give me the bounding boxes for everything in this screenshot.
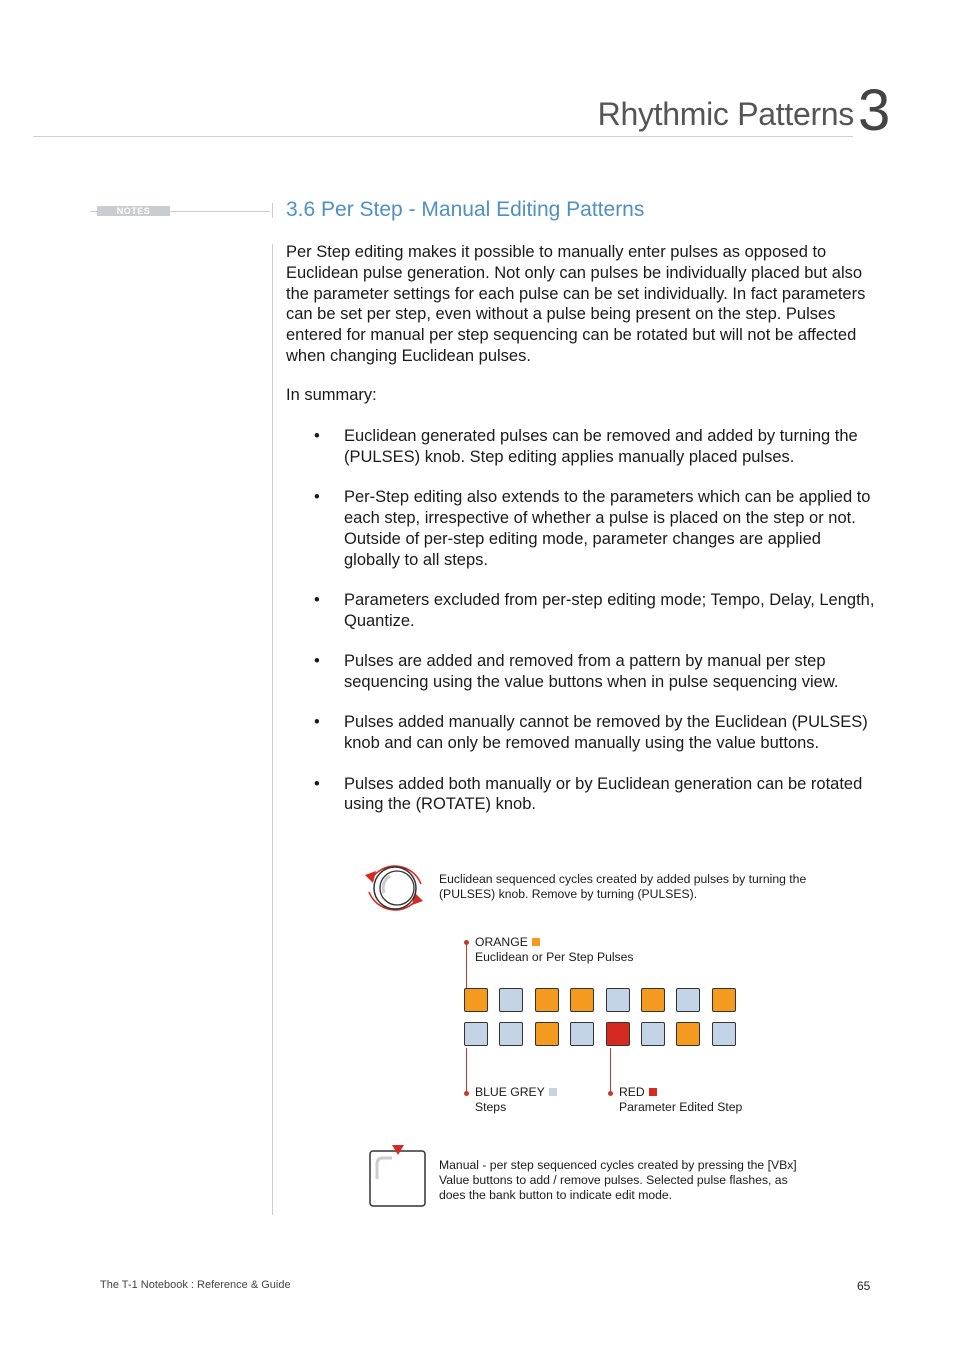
step-cell-blue-grey <box>606 988 630 1012</box>
knob-rotation-icon <box>362 856 426 920</box>
step-cell-orange <box>676 1022 700 1046</box>
bullet-glyph: • <box>314 652 320 671</box>
orange-swatch <box>532 938 540 946</box>
section-title: 3.6 Per Step - Manual Editing Patterns <box>286 198 645 221</box>
step-cell-blue-grey <box>499 988 523 1012</box>
summary-list <box>286 426 881 835</box>
blue-pin-line <box>466 1048 467 1093</box>
step-cell-orange <box>712 988 736 1012</box>
step-cell-red <box>606 1022 630 1046</box>
pulses-keyword: (PULSES) <box>791 713 868 732</box>
page-number: 65 <box>857 1279 871 1293</box>
red-legend: RED Parameter Edited Step <box>619 1085 743 1114</box>
step-cell-blue-grey <box>676 988 700 1012</box>
orange-pin-line <box>466 942 467 988</box>
value-button-icon <box>368 1144 430 1210</box>
pulses-keyword: (PULSES) <box>344 447 421 466</box>
rotate-keyword: (ROTATE) <box>415 795 492 814</box>
summary-label: In summary: <box>286 386 377 404</box>
notes-rule-left <box>90 211 97 212</box>
step-cell-blue-grey <box>464 1022 488 1046</box>
list-item: • Euclidean generated pulses can be removed and added by turning the (PULSES) knob. Step editing applies manually placed pulses. <box>314 427 858 466</box>
step-cell-orange <box>641 988 665 1012</box>
bullet-glyph: • <box>314 774 320 793</box>
red-pin-line <box>610 1048 611 1093</box>
footer-title: The T-1 Notebook : Reference & Guide <box>100 1279 291 1291</box>
knob-caption: Euclidean sequenced cycles created by added pulses by turning the (PULSES) knob. Remove by turning (PULSES). <box>439 872 807 901</box>
orange-legend: ORANGE Euclidean or Per Step Pulses <box>475 935 634 964</box>
step-cell-blue-grey <box>712 1022 736 1046</box>
notes-tick <box>272 203 273 218</box>
button-caption: Manual - per step sequenced cycles created by pressing the [VBx] Value buttons to add / remove pulses. Selected pulse flashes, as does the bank button to indicate edit mode. <box>439 1158 797 1202</box>
notes-tab: NOTES <box>97 206 170 216</box>
notes-column-divider <box>272 244 273 1215</box>
red-swatch <box>649 1088 657 1096</box>
step-cell-blue-grey <box>570 1022 594 1046</box>
list-item: • Per-Step editing also extends to the parameters which can be applied to each step, irrespective of whether a pulse is placed on the step or not. Outside of per-step editing mode, parameter changes are applied globally to all steps. <box>314 488 871 569</box>
blue-grey-swatch <box>549 1088 557 1096</box>
step-cell-orange <box>464 988 488 1012</box>
chapter-number: 3 <box>858 78 891 143</box>
intro-paragraph: Per Step editing makes it possible to manually enter pulses as opposed to Euclidean pulse generation. Not only can pulses be individually placed but also the parameter settings for each pulse can be set individually. In fact parameters can be set per step, even without a pulse being present on the step. Pulses entered for manual per step sequencing can be rotated but will not be affected when changing Euclidean pulses. <box>286 243 866 365</box>
step-cell-orange <box>570 988 594 1012</box>
red-pin-dot <box>608 1091 613 1096</box>
list-item: • Pulses added both manually or by Euclidean generation can be rotated using the (ROTATE) knob. <box>314 774 863 814</box>
list-item: • Parameters excluded from per-step editing mode; Tempo, Delay, Length, Quantize. <box>314 590 875 630</box>
notes-rule <box>170 211 270 212</box>
bullet-glyph: • <box>314 488 320 507</box>
step-cell-blue-grey <box>499 1022 523 1046</box>
header-rule <box>33 136 853 137</box>
bullet-glyph: • <box>314 590 320 609</box>
bullet-glyph: • <box>314 427 320 445</box>
list-item: • Pulses are added and removed from a pattern by manual per step sequencing using the value buttons when in pulse sequencing view. <box>314 652 839 691</box>
chapter-title: Rhythmic Patterns <box>597 96 854 132</box>
step-cell-orange <box>535 988 559 1012</box>
step-cell-orange <box>535 1022 559 1046</box>
list-item: • Pulses added manually cannot be removed by the Euclidean (PULSES) knob and can only be removed manually using the value buttons. <box>314 713 868 753</box>
bullet-glyph: • <box>314 713 320 732</box>
blue-pin-dot <box>464 1091 469 1096</box>
blue-grey-legend: BLUE GREY Steps <box>475 1085 557 1115</box>
step-cell-blue-grey <box>641 1022 665 1046</box>
